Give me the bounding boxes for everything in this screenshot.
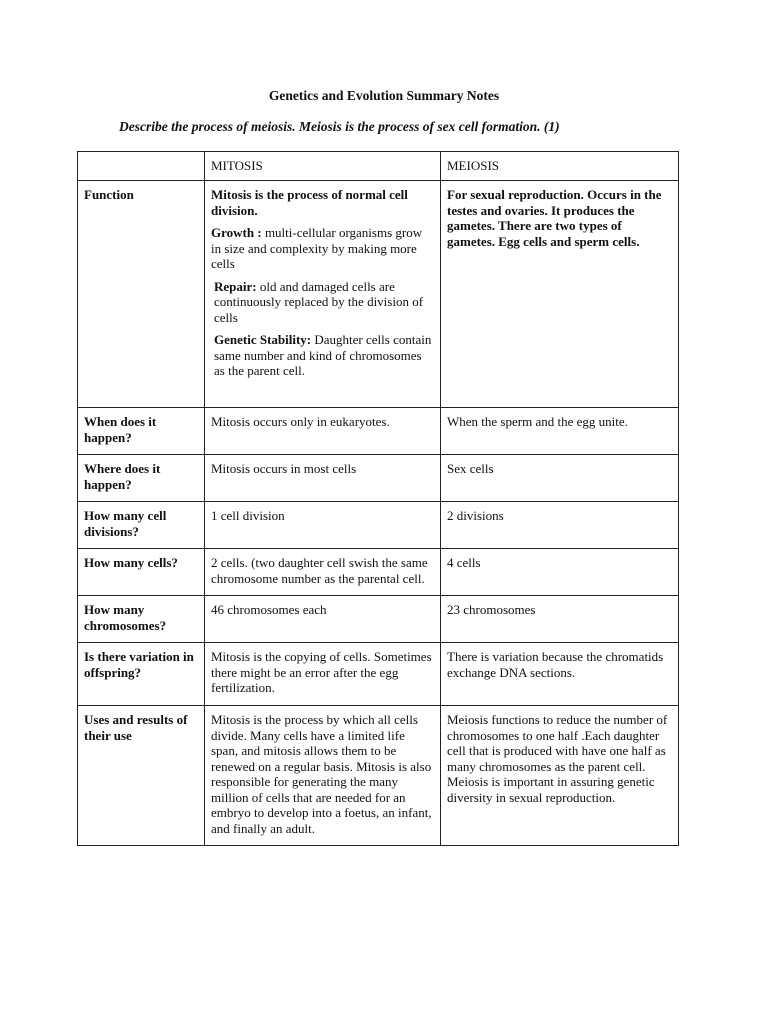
stability-label: Genetic Stability: (214, 332, 312, 347)
growth-text: multi-cellular organisms grow in size and complexity by making more cells (211, 225, 423, 271)
meiosis-cell: Meiosis functions to reduce the number of chromosomes to one half .Each daughter cell that is produced with have one half as many chromosomes as the parent cell. Meiosis is important in assuring genetic diversity in sexual reproduction. (441, 706, 679, 846)
growth-label: Growth : (211, 225, 262, 240)
row-label: Uses and results of their use (78, 706, 205, 846)
row-label: How many chromosomes? (78, 596, 205, 643)
mitosis-cell: 2 cells. (two daughter cell swish the same chromosome number as the parental cell. (205, 549, 441, 596)
stability-text: Daughter cells contain same number and kind of chromosomes as the parent cell. (214, 332, 432, 378)
meiosis-cell: 2 divisions (441, 502, 679, 549)
meiosis-cell: When the sperm and the egg unite. (441, 408, 679, 455)
question-text: Describe the process of meiosis. Meiosis is the process of sex cell formation. (1) (119, 119, 560, 134)
comparison-table (77, 151, 679, 846)
stability-paragraph (211, 332, 434, 379)
row-label: Is there variation in offspring? (78, 643, 205, 706)
mitosis-cell: Mitosis is the copying of cells. Sometimes there might be an error after the egg fertilization. (205, 643, 441, 706)
table-row (78, 596, 679, 643)
row-label: How many cells? (78, 549, 205, 596)
mitosis-cell: 1 cell division (205, 502, 441, 549)
document-title: Genetics and Evolution Summary Notes (268, 88, 500, 103)
mitosis-cell: Mitosis is the process by which all cells divide. Many cells have a limited life span, and mitosis allows them to be renewed on a regular basis. Mitosis is also responsible for generating the many million of cells that are needed for an embryo to develop into a foetus, an infant, and finally an adult. (205, 706, 441, 846)
table-row (78, 706, 679, 846)
table-row (78, 502, 679, 549)
growth-paragraph (211, 225, 434, 272)
repair-label: Repair: (214, 278, 257, 294)
mitosis-cell: Mitosis occurs only in eukaryotes. (205, 408, 441, 455)
header-cell-empty (78, 152, 205, 181)
table-row (78, 549, 679, 596)
mitosis-cell: 46 chromosomes each (205, 596, 441, 643)
table-row (78, 408, 679, 455)
meiosis-cell: For sexual reproduction. Occurs in the testes and ovaries. It produces the gametes. There are two types of gametes. Egg cells and sperm cells. (441, 181, 679, 408)
mitosis-cell (205, 181, 441, 408)
meiosis-cell: 23 chromosomes (441, 596, 679, 643)
table-row (78, 643, 679, 706)
header-cell-meiosis: MEIOSIS (441, 152, 679, 181)
row-label: How many cell divisions? (78, 502, 205, 549)
repair-text: old and damaged cells are continuously replaced by the division of cells (214, 278, 424, 325)
row-label: Function (78, 181, 205, 408)
header-cell-mitosis: MITOSIS (205, 152, 441, 181)
table-row (78, 455, 679, 502)
repair-paragraph (211, 279, 434, 326)
mitosis-cell: Mitosis occurs in most cells (205, 455, 441, 502)
meiosis-cell: There is variation because the chromatids exchange DNA sections. (441, 643, 679, 706)
row-label: When does it happen? (78, 408, 205, 455)
table-row-function (78, 181, 679, 408)
table-header-row (78, 152, 679, 181)
meiosis-cell: 4 cells (441, 549, 679, 596)
meiosis-cell: Sex cells (441, 455, 679, 502)
mitosis-intro: Mitosis is the process of normal cell division. (211, 187, 408, 218)
row-label: Where does it happen? (78, 455, 205, 502)
